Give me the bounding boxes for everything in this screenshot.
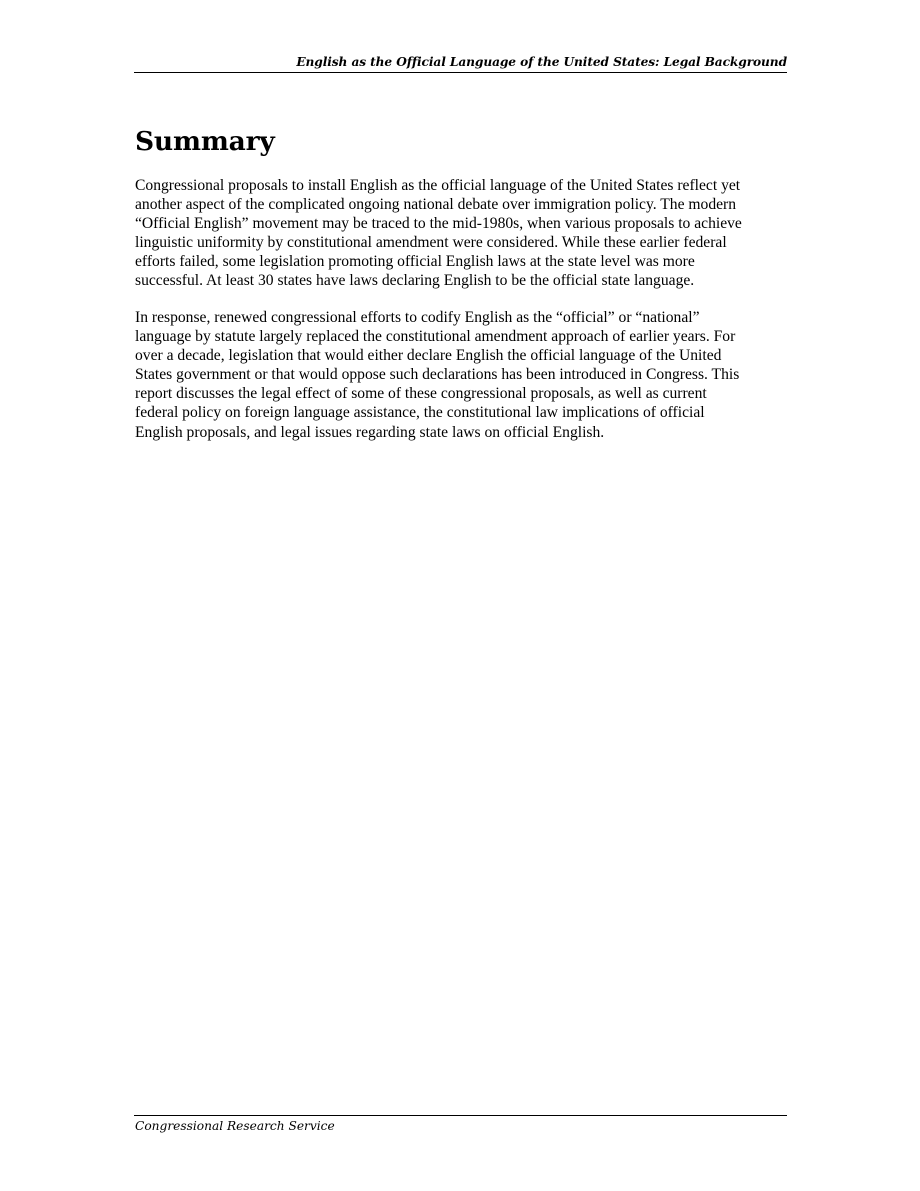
paragraph-line: another aspect of the complicated ongoing national debate over immigration policy. The modern [135,196,737,214]
paragraph-line: over a decade, legislation that would either declare English the official language of the United [135,347,722,365]
section-title: Summary [135,126,275,157]
paragraph-2 [135,308,787,442]
paragraph-line: English proposals, and legal issues regarding state laws on official English. [135,423,605,441]
footer-rule [134,1115,787,1116]
paragraph-line: language by statute largely replaced the constitutional amendment approach of earlier years. For [135,328,736,346]
paragraph-line: report discusses the legal effect of some of these congressional proposals, as well as current [135,385,707,403]
footer-text: Congressional Research Service [135,1119,335,1133]
paragraph-line: successful. At least 30 states have laws declaring English to be the official state language. [135,272,695,290]
paragraph-line: efforts failed, some legislation promoting official English laws at the state level was more [135,253,695,271]
paragraph-line: In response, renewed congressional efforts to codify English as the “official” or “national” [135,309,700,326]
paragraph-line: Congressional proposals to install English as the official language of the United States reflect yet [135,177,741,194]
paragraph-1 [135,176,787,291]
paragraph-line: federal policy on foreign language assistance, the constitutional law implications of official [135,404,705,422]
paragraph-line: States government or that would oppose such declarations has been introduced in Congress. This [135,366,740,384]
paragraph-line: “Official English” movement may be traced to the mid-1980s, when various proposals to achieve [135,215,742,233]
header-rule [134,72,787,73]
running-header: English as the Official Language of the United States: Legal Background [296,55,787,69]
paragraph-line: linguistic uniformity by constitutional amendment were considered. While these earlier federal [135,234,727,252]
